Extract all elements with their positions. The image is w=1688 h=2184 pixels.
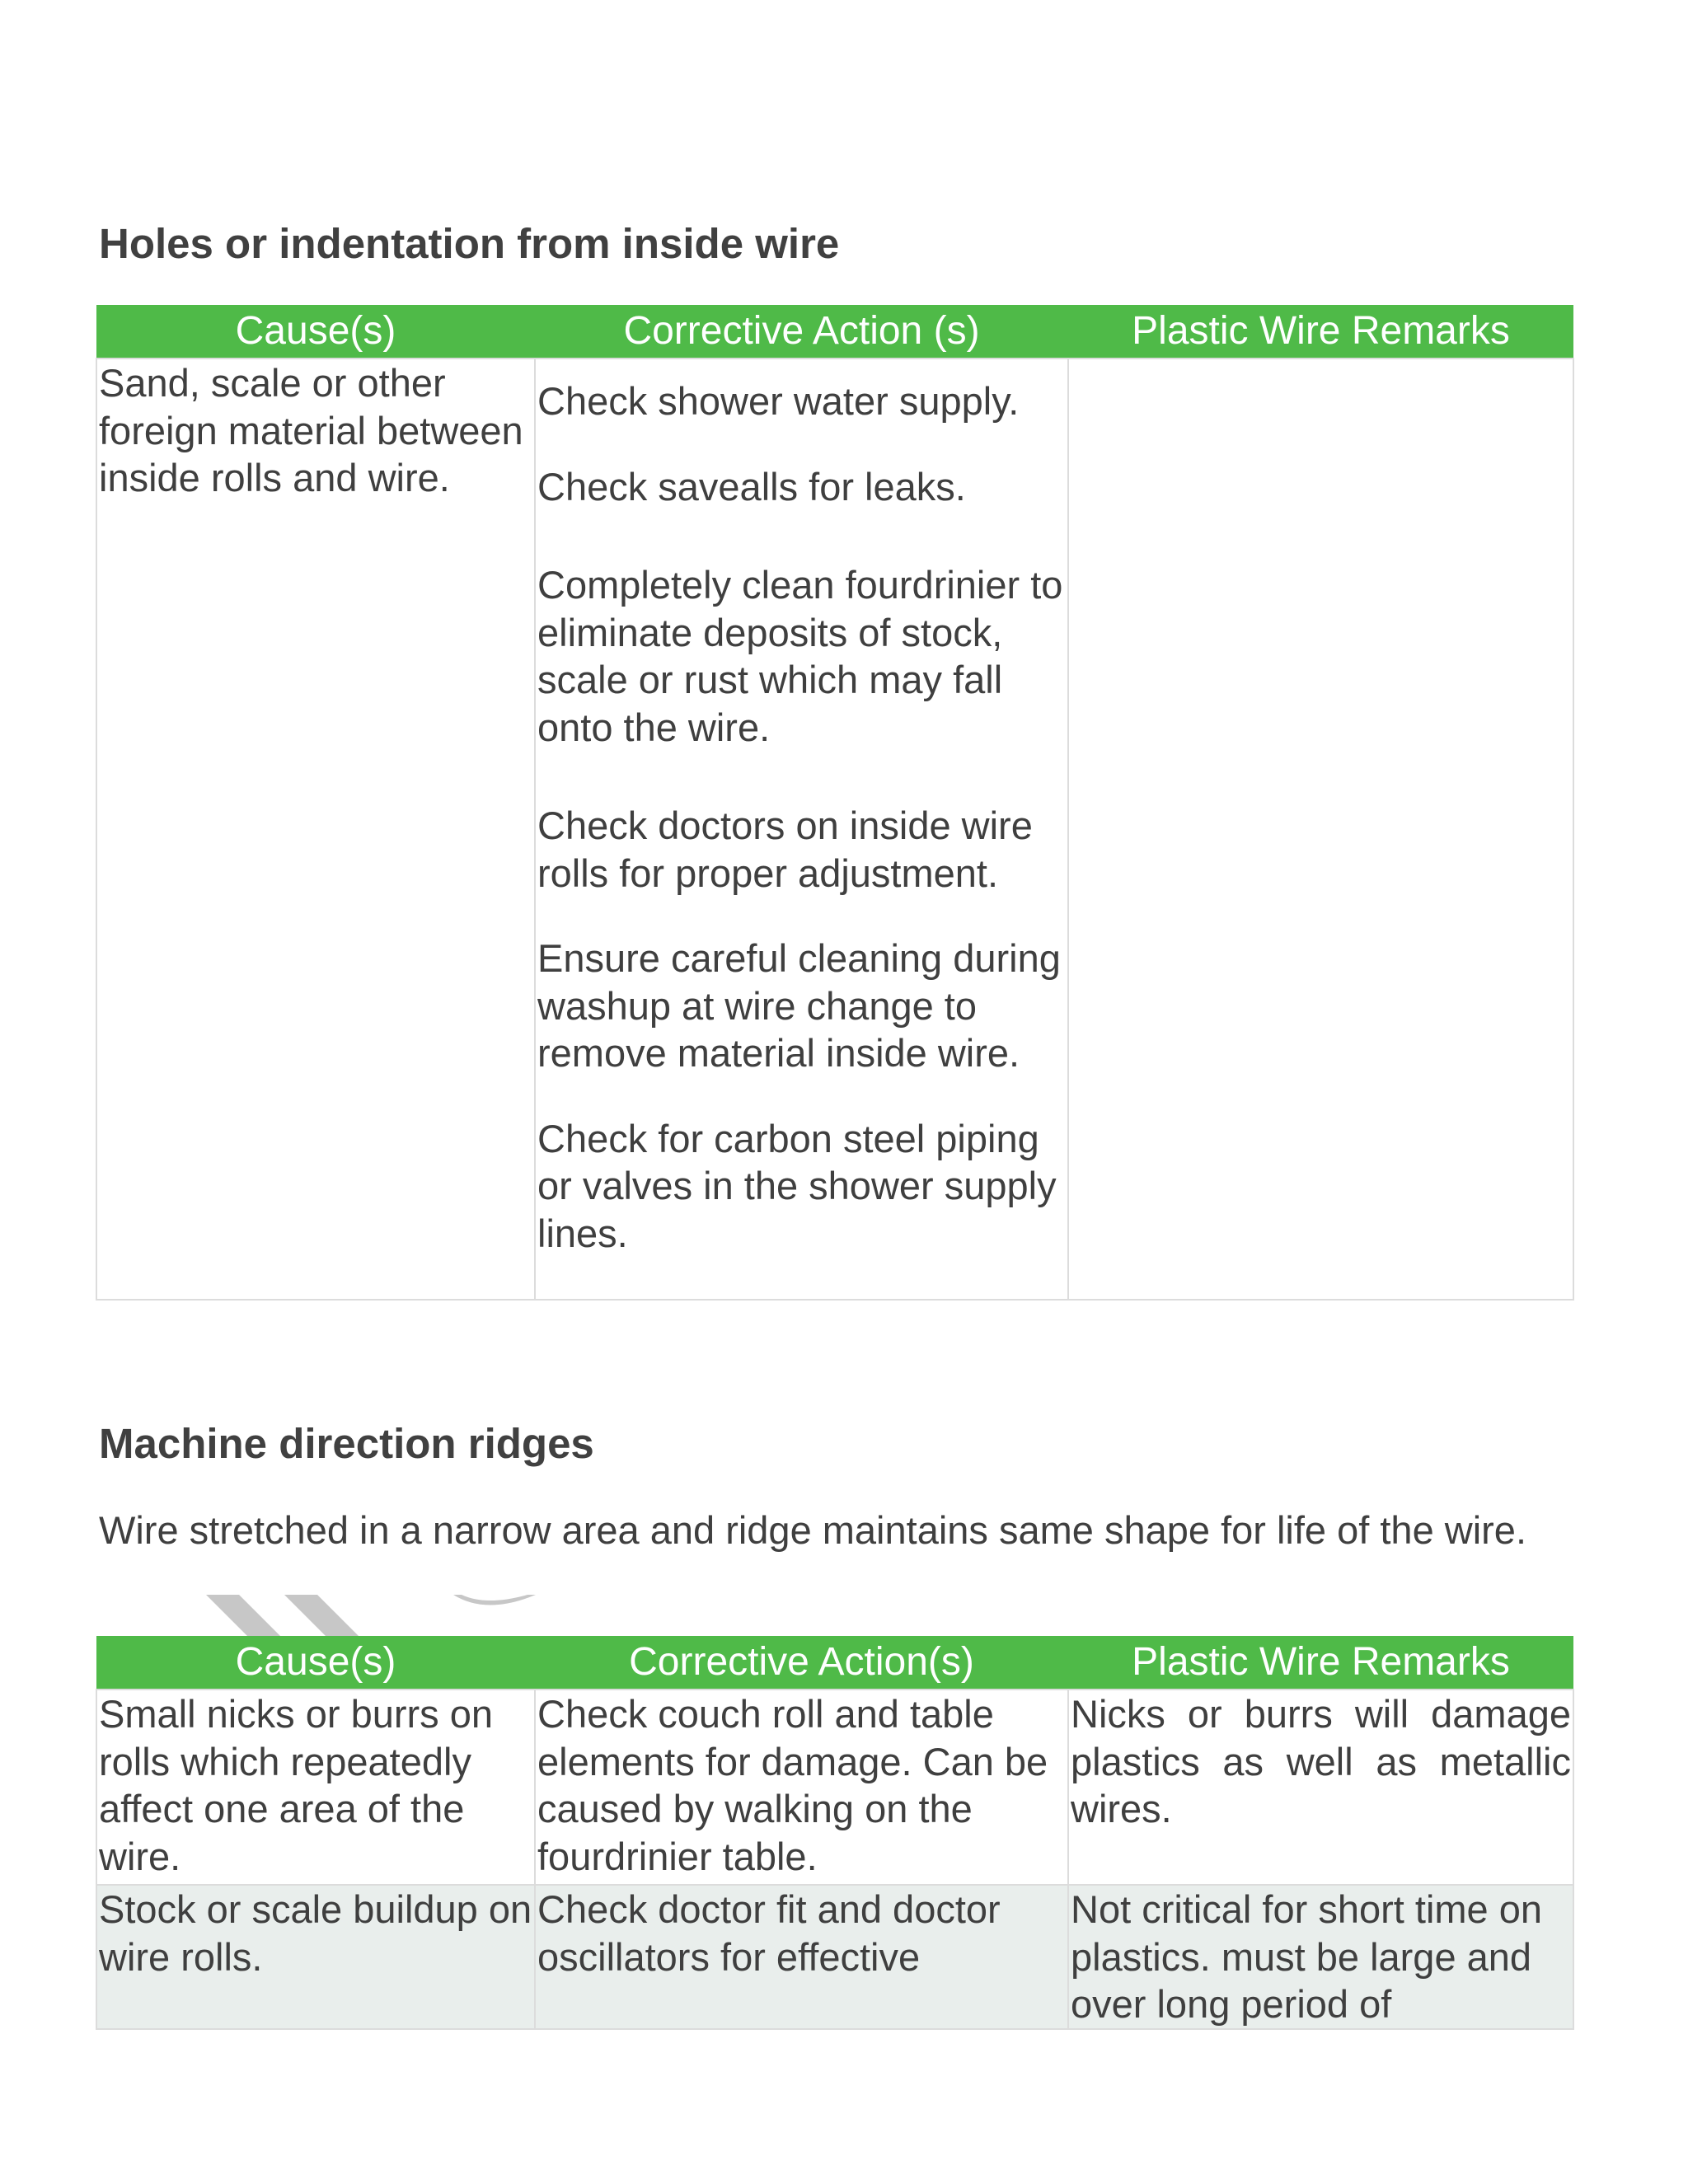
header-causes: Cause(s) (96, 305, 535, 359)
remarks-cell: Not critical for short time on plastics. must be large and over long period of (1068, 1885, 1573, 2029)
troubleshooting-table-ridges (96, 1636, 1574, 2030)
header-corrective-actions: Corrective Action (s) (535, 305, 1068, 359)
action-item: Completely clean fourdrinier to eliminate deposits of stock, scale or rust which may fall onto the wire. (537, 563, 1063, 749)
remarks-cell: Nicks or burrs will damage plastics as well as metallic wires. (1068, 1690, 1573, 1885)
header-corrective-actions: Corrective Action(s) (535, 1636, 1068, 1690)
section-description: Wire stretched in a narrow area and ridge maintains same shape for life of the wire. (99, 1508, 1527, 1552)
action-item: Check savealls for leaks. (537, 464, 966, 509)
action-cell: Check doctor fit and doctor oscillators for effective (535, 1885, 1068, 2029)
action-item: Check for carbon steel piping or valves in the shower supply lines. (537, 1116, 1057, 1255)
section-heading-ridges: Machine direction ridges (99, 1420, 594, 1467)
remarks-cell (1068, 359, 1573, 1300)
table-row (96, 1885, 1573, 2029)
table-row (96, 359, 1573, 1300)
table-header-row (96, 305, 1573, 359)
section-heading-holes: Holes or indentation from inside wire (99, 220, 840, 267)
header-causes: Cause(s) (96, 1636, 535, 1690)
header-plastic-wire-remarks: Plastic Wire Remarks (1068, 305, 1573, 359)
cause-cell: Stock or scale buildup on wire rolls. (96, 1885, 535, 2029)
cause-cell: Sand, scale or other foreign material between inside rolls and wire. (96, 359, 535, 1300)
header-plastic-wire-remarks: Plastic Wire Remarks (1068, 1636, 1573, 1690)
action-item: Check doctors on inside wire rolls for proper adjustment. (537, 804, 1033, 895)
troubleshooting-table-holes (96, 305, 1574, 1301)
action-cell: Check couch roll and table elements for damage. Can be caused by walking on the fourdrinier table. (535, 1690, 1068, 1885)
action-item: Ensure careful cleaning during washup at wire change to remove material inside wire. (537, 936, 1061, 1075)
action-item: Check shower water supply. (537, 379, 1020, 423)
watermark-logo (206, 1595, 552, 1636)
actions-cell (535, 359, 1068, 1300)
table-header-row (96, 1636, 1573, 1690)
cause-cell: Small nicks or burrs on rolls which repeatedly affect one area of the wire. (96, 1690, 535, 1885)
table-row (96, 1690, 1573, 1885)
